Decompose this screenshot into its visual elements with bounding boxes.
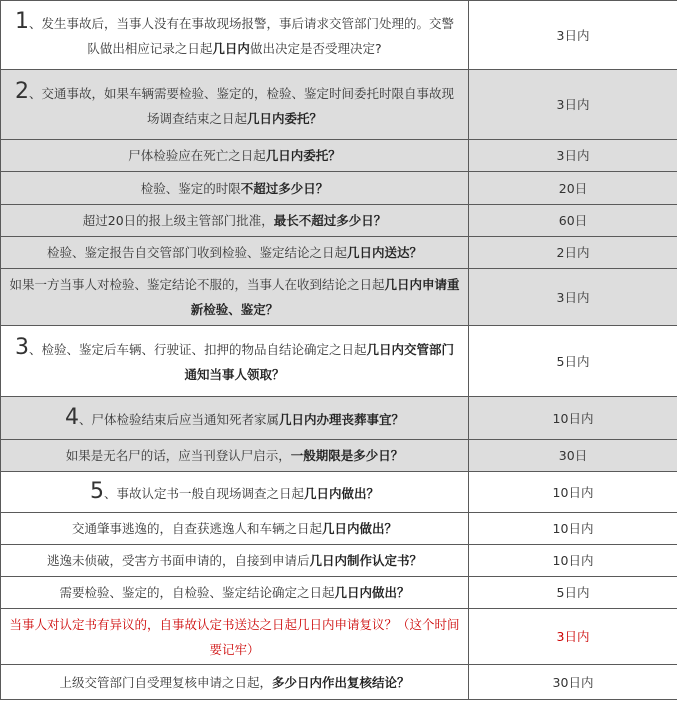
question-cell bbox=[1, 326, 469, 397]
table-row bbox=[1, 269, 677, 326]
question-text: 逃逸未侦破，受害方书面申请的，自接到申请后 bbox=[46, 553, 310, 568]
answer-cell: 10日内 bbox=[469, 513, 677, 545]
table-row bbox=[1, 545, 677, 577]
answer-cell: 5日内 bbox=[469, 577, 677, 609]
question-cell bbox=[1, 70, 469, 140]
question-emphasis: 不超过多少日？ bbox=[240, 180, 329, 196]
question-text: 、尸体检验结束后应当通知死者家属 bbox=[78, 411, 279, 427]
question-text: 交通肇事逃逸的，自查获逃逸人和车辆之日起 bbox=[71, 521, 322, 536]
question-text: 如果一方当事人对检验、鉴定结论不服的，当事人在收到结论之日起 bbox=[9, 277, 385, 292]
table-row bbox=[1, 237, 677, 269]
question-emphasis: 几日内办理丧葬事宜？ bbox=[279, 411, 405, 427]
answer-cell: 10日内 bbox=[469, 397, 677, 440]
question-text: 如果是无名尸的话，应当刊登认尸启示， bbox=[65, 448, 291, 463]
question-emphasis: 一般期限是多少日？ bbox=[290, 448, 404, 463]
table-row bbox=[1, 205, 677, 237]
section-number: 4 bbox=[64, 404, 79, 430]
section-number: 2 bbox=[14, 78, 29, 104]
answer-cell: 60日 bbox=[469, 205, 677, 237]
answer-cell: 20日 bbox=[469, 172, 677, 205]
question-cell bbox=[1, 1, 469, 70]
question-text: 、发生事故后，当事人没有在事故现场报警，事后请求交管部门处理的。交警队做出相应记录之日起 bbox=[28, 16, 454, 56]
answer-cell: 2日内 bbox=[469, 237, 677, 269]
answer-cell: 5日内 bbox=[469, 326, 677, 397]
question-text: 当事人对认定书有异议的，自事故认定书送达之日起几日内申请复议？（这个时间要记牢） bbox=[9, 616, 460, 657]
question-emphasis: 几日内申请重新检验、鉴定？ bbox=[190, 277, 460, 317]
section-number: 1 bbox=[14, 9, 29, 34]
question-cell bbox=[1, 577, 469, 609]
question-cell bbox=[1, 609, 469, 665]
question-text: 、事故认定书一般自现场调查之日起 bbox=[103, 485, 304, 501]
answer-cell: 3日内 bbox=[469, 1, 677, 70]
table-row bbox=[1, 472, 677, 513]
question-cell bbox=[1, 172, 469, 205]
table-row bbox=[1, 140, 677, 172]
question-emphasis: 多少日内作出复核结论？ bbox=[272, 674, 410, 690]
table-row bbox=[1, 513, 677, 545]
question-text: 检验、鉴定报告自交管部门收到检验、鉴定结论之日起 bbox=[46, 245, 347, 260]
question-cell bbox=[1, 472, 469, 513]
table-row bbox=[1, 609, 677, 665]
table-row bbox=[1, 1, 677, 70]
question-emphasis: 几日内委托？ bbox=[247, 110, 323, 126]
question-cell bbox=[1, 665, 469, 700]
question-emphasis: 几日内交管部门通知当事人领取？ bbox=[184, 342, 455, 382]
question-text: 、交通事故，如果车辆需要检验、鉴定的，检验、鉴定时间委托时限自事故现场调查结束之日起 bbox=[28, 85, 454, 126]
question-cell bbox=[1, 269, 469, 326]
question-text: 上级交管部门自受理复核申请之日起， bbox=[59, 674, 272, 690]
question-cell bbox=[1, 140, 469, 172]
question-emphasis: 几日内做出？ bbox=[304, 485, 380, 501]
table-row bbox=[1, 665, 677, 700]
section-number: 3 bbox=[14, 335, 29, 360]
table-row bbox=[1, 172, 677, 205]
question-emphasis: 几日内 bbox=[212, 41, 250, 56]
table-row bbox=[1, 577, 677, 609]
question-emphasis: 几日内委托？ bbox=[265, 148, 341, 163]
answer-cell: 10日内 bbox=[469, 545, 677, 577]
answer-cell: 3日内 bbox=[469, 269, 677, 326]
table-row bbox=[1, 70, 677, 140]
question-text: 检验、鉴定的时限 bbox=[140, 180, 241, 196]
question-text: 需要检验、鉴定的，自检验、鉴定结论确定之日起 bbox=[59, 585, 335, 600]
question-emphasis: 几日内做出？ bbox=[334, 585, 410, 600]
section-number: 5 bbox=[89, 478, 104, 504]
answer-cell: 10日内 bbox=[469, 472, 677, 513]
table-row bbox=[1, 440, 677, 472]
question-text: 尸体检验应在死亡之日起 bbox=[128, 148, 266, 163]
question-emphasis: 最长不超过多少日？ bbox=[273, 213, 387, 228]
question-cell bbox=[1, 397, 469, 440]
answer-cell: 3日内 bbox=[469, 609, 677, 665]
table-row bbox=[1, 397, 677, 440]
question-cell bbox=[1, 205, 469, 237]
question-emphasis: 几日内做出？ bbox=[322, 521, 398, 536]
question-emphasis: 几日内制作认定书？ bbox=[309, 553, 423, 568]
table-row bbox=[1, 326, 677, 397]
question-text: 做出决定是否受理决定? bbox=[249, 41, 382, 56]
question-text: 超过20日的报上级主管部门批准， bbox=[82, 213, 274, 228]
question-cell bbox=[1, 513, 469, 545]
question-cell bbox=[1, 237, 469, 269]
answer-cell: 30日 bbox=[469, 440, 677, 472]
question-emphasis: 几日内送达？ bbox=[347, 245, 423, 260]
answer-cell: 3日内 bbox=[469, 70, 677, 140]
question-text: 、检验、鉴定后车辆、行驶证、扣押的物品自结论确定之日起 bbox=[28, 342, 367, 357]
question-cell bbox=[1, 440, 469, 472]
answer-cell: 30日内 bbox=[469, 665, 677, 700]
question-cell bbox=[1, 545, 469, 577]
answer-cell: 3日内 bbox=[469, 140, 677, 172]
